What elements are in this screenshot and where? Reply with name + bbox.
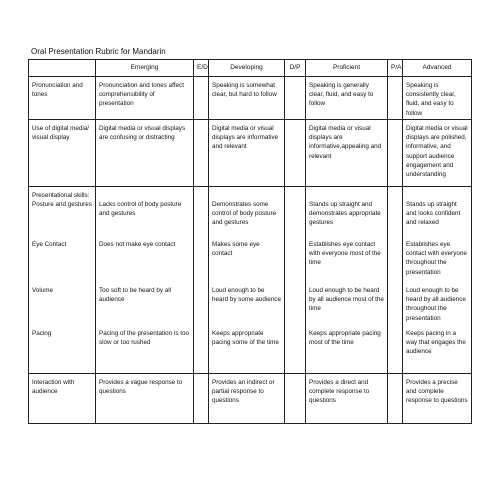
header-e-d: E/D — [194, 60, 209, 77]
d-p-cell — [285, 374, 306, 424]
proficient-cell: Provides a direct and complete response to questions — [306, 374, 388, 424]
skill-eye-contact-emerging: Does not make eye contact — [99, 241, 176, 248]
header-emerging: Emerging — [96, 60, 194, 77]
advanced-cell: Speaking is consistently clear, fluid, and easy to follow — [403, 77, 472, 120]
emerging-cell: Digital media or visual displays are confusing or distracting — [96, 120, 194, 187]
p-a-cell — [388, 120, 403, 187]
e-d-cell — [194, 120, 209, 187]
emerging-cell: Provides a vague response to questions — [96, 374, 194, 424]
header-advanced: Advanced — [403, 60, 472, 77]
advanced-cell: Provides a precise and complete response to questions — [403, 374, 472, 424]
skill-pacing-developing: Keeps appropriate pacing some of the time — [212, 330, 279, 347]
p-a-cell — [388, 77, 403, 120]
header-developing: Developing — [209, 60, 285, 77]
e-d-cell — [194, 187, 209, 374]
table-row — [29, 374, 472, 424]
header-row — [29, 60, 472, 77]
spacer — [212, 191, 281, 200]
skill-eye-contact-label: Eye Contact — [32, 241, 67, 249]
skill-eye-contact-developing: Makes some eye contact — [212, 241, 260, 258]
table-row — [29, 77, 472, 120]
spacer — [406, 191, 468, 200]
p-a-cell — [388, 187, 403, 374]
skill-volume-proficient: Loud enough to be heard by all audience most of the time — [309, 287, 384, 313]
d-p-cell — [285, 77, 306, 120]
header-proficient: Proficient — [306, 60, 388, 77]
skill-volume-developing: Loud enough to be heard by some audience — [212, 287, 281, 304]
header-criterion — [29, 60, 96, 77]
table-row — [29, 187, 472, 374]
skill-volume-label: Volume — [32, 287, 54, 295]
d-p-cell — [285, 120, 306, 187]
developing-cell — [209, 187, 285, 374]
spacer — [99, 191, 190, 200]
developing-cell: Speaking is somewhat clear, but hard to follow — [209, 77, 285, 120]
skill-pacing-proficient: Keeps appropriate pacing most of the time — [309, 330, 381, 347]
document-title: Oral Presentation Rubric for Mandarin — [31, 47, 166, 56]
spacer — [309, 191, 384, 200]
d-p-cell — [285, 187, 306, 374]
skill-eye-contact-advanced: Establishes eye contact with everyone throughout the presentation — [406, 241, 467, 276]
developing-cell: Digital media or visual displays are informative and relevant — [209, 120, 285, 187]
advanced-cell — [403, 187, 472, 374]
developing-cell: Provides an indirect or partial response to questions — [209, 374, 285, 424]
skill-posture-emerging: Lacks control of body posture and gestures — [99, 201, 182, 218]
skill-pacing-advanced: Keeps pacing in a way that engages the audience — [406, 330, 466, 356]
p-a-cell — [388, 374, 403, 424]
skill-pacing-emerging: Pacing of the presentation is too slow or too rushed — [99, 330, 189, 347]
skill-posture-proficient: Stands up straight and demonstrates appropriate gestures — [309, 201, 381, 227]
advanced-cell: Digital media or visual displays are polished, informative, and support audience engagement and understanding — [403, 120, 472, 187]
skill-posture-advanced: Stands up straight and looks confident and relaxed — [406, 201, 461, 227]
skill-pacing-label: Pacing — [32, 330, 52, 338]
skill-posture-label: Posture and gestures — [32, 201, 92, 209]
skill-eye-contact-proficient: Establishes eye contact with everyone most of the time — [309, 241, 381, 267]
proficient-cell — [306, 187, 388, 374]
skill-posture-developing: Demonstrates some control of body posture and gestures — [212, 201, 277, 227]
criterion-cell — [29, 187, 96, 374]
e-d-cell — [194, 374, 209, 424]
proficient-cell: Digital media or visual displays are informative,appealing and relevant — [306, 120, 388, 187]
e-d-cell — [194, 77, 209, 120]
criterion-cell: Interaction with audience — [29, 374, 96, 424]
skills-heading: Presentational skills: — [32, 192, 90, 199]
skill-volume-emerging: Too soft to be heard by all audience — [99, 287, 172, 304]
header-d-p: D/P — [285, 60, 306, 77]
emerging-cell: Pronunciation and tones affect comprehensibility of presentation — [96, 77, 194, 120]
proficient-cell: Speaking is generally clear, fluid, and easy to follow — [306, 77, 388, 120]
emerging-cell — [96, 187, 194, 374]
skill-volume-advanced: Loud enough to be heard by all audience throughout the presentation — [406, 287, 466, 322]
header-p-a: P/A — [388, 60, 403, 77]
criterion-cell: Use of digital media/ visual display — [29, 120, 96, 187]
rubric-table — [28, 59, 472, 424]
criterion-cell: Pronunciation and tones — [29, 77, 96, 120]
table-row — [29, 120, 472, 187]
